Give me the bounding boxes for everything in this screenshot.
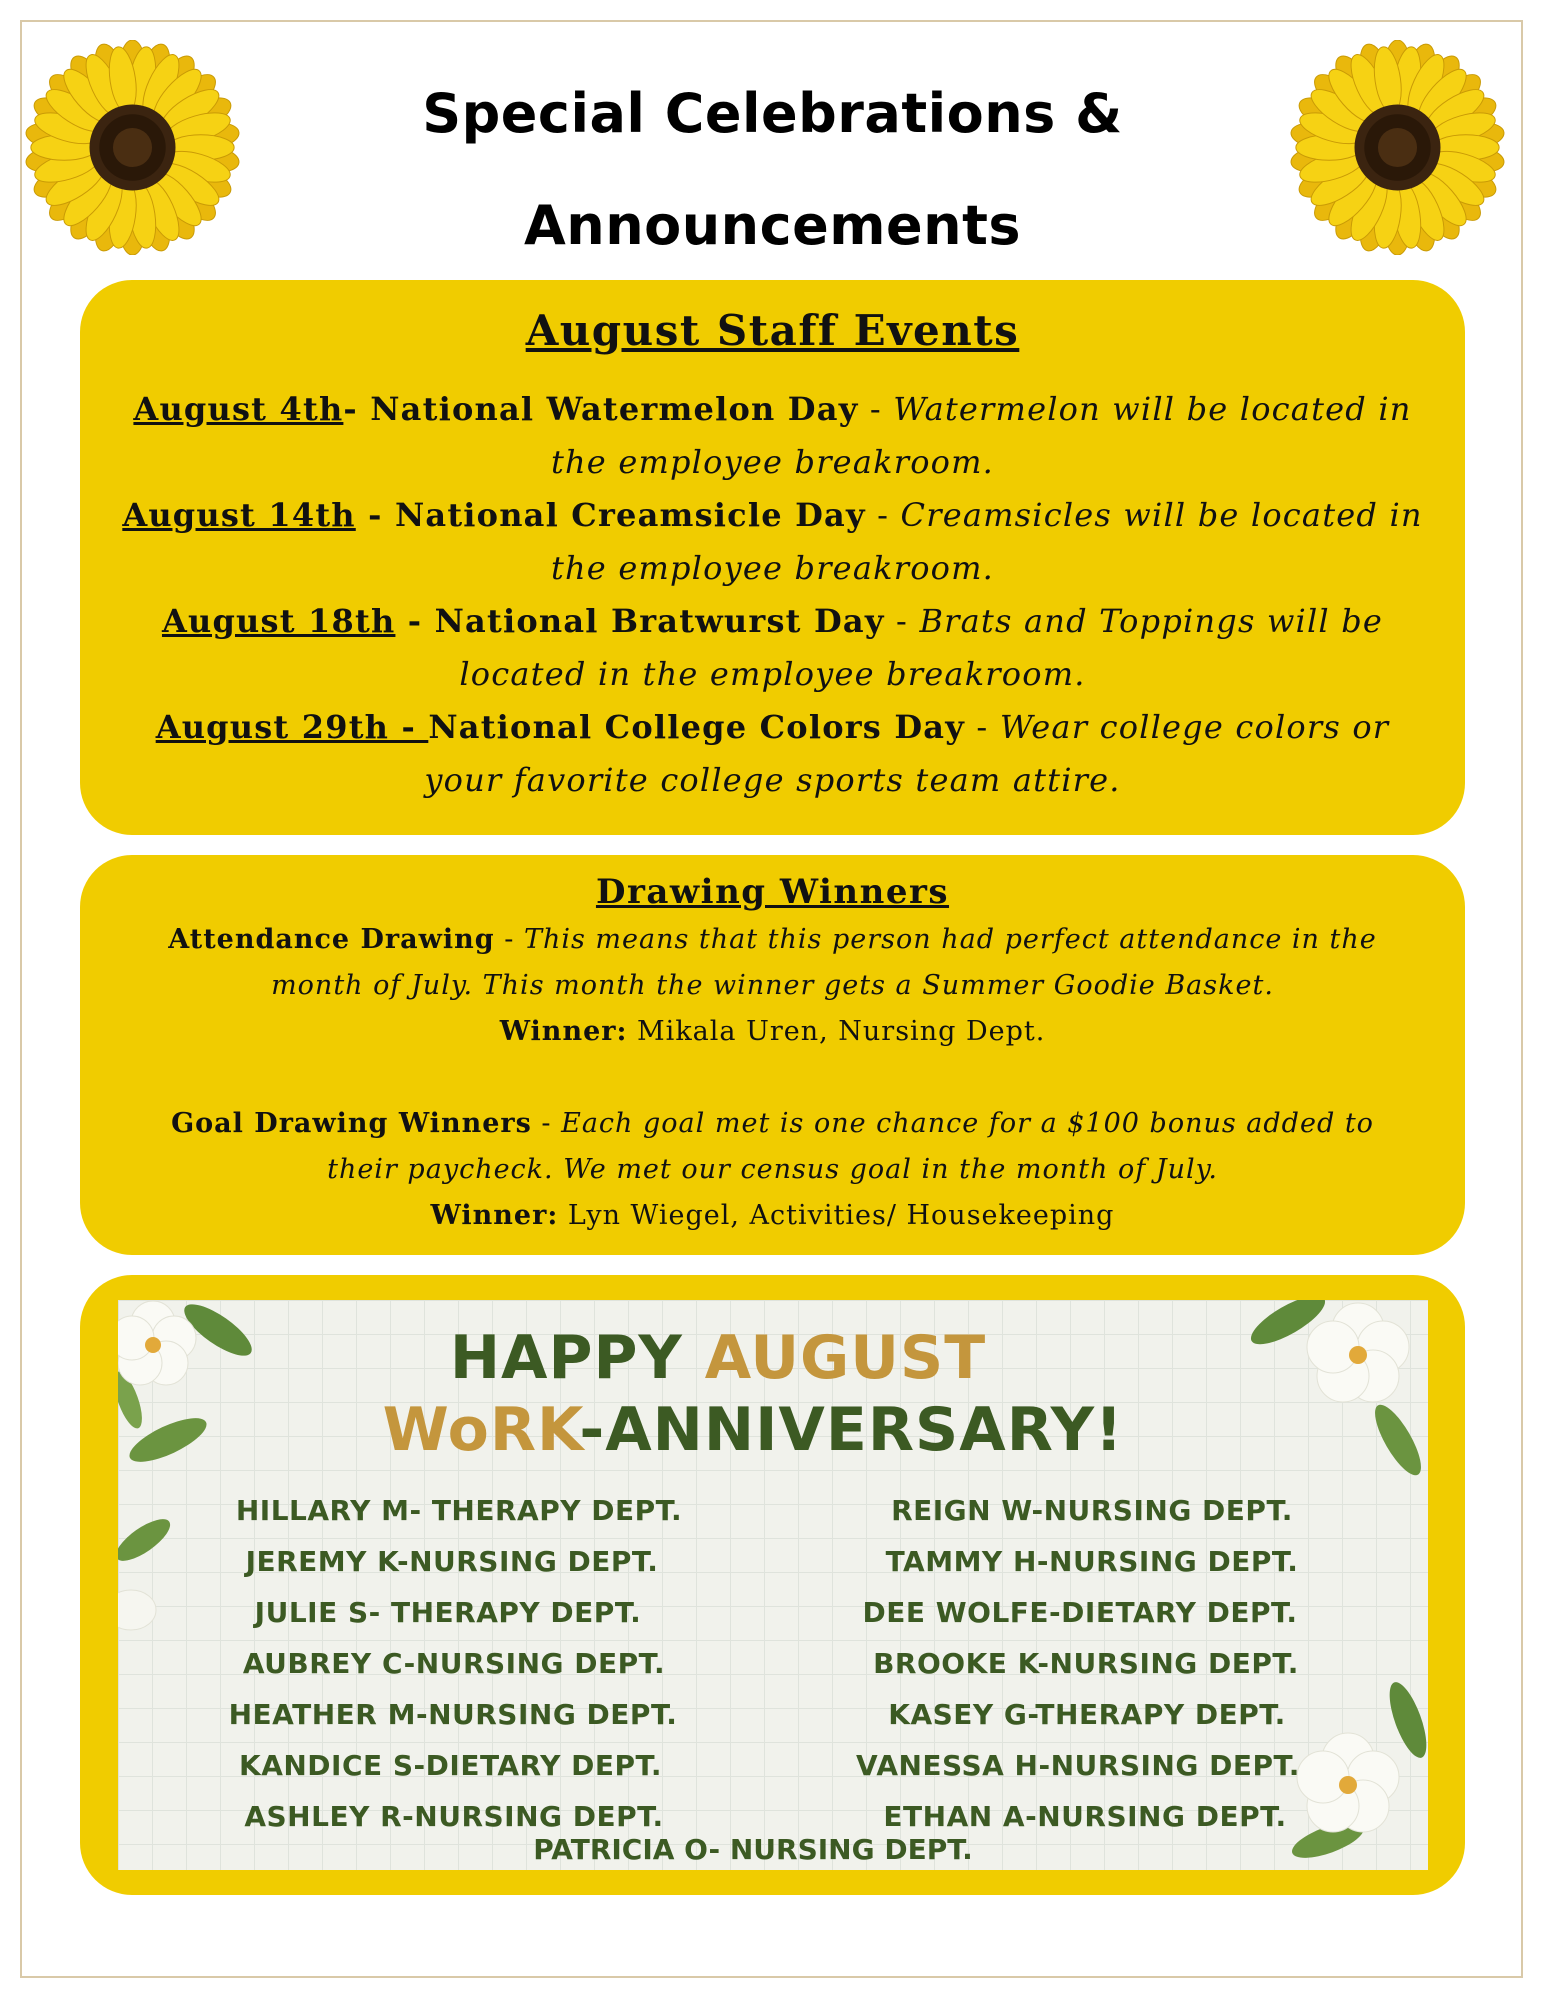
sunflower-icon <box>25 40 240 255</box>
heading-work: WoRK <box>382 1395 580 1465</box>
attendance-drawing <box>110 917 1435 1009</box>
leaf-decoration-icon <box>118 1500 183 1660</box>
event-date: August 29th - <box>155 708 429 746</box>
event-item <box>100 489 1445 595</box>
winner-name: Mikala Uren, Nursing Dept. <box>627 1016 1046 1047</box>
list-item: AUBREY C-NURSING DEPT. <box>242 1647 666 1680</box>
heading-august: AUGUST <box>704 1323 987 1393</box>
attendance-dash: - <box>494 924 524 955</box>
list-item: ETHAN A-NURSING DEPT. <box>883 1800 1287 1833</box>
drawing-winners-heading: Drawing Winners <box>595 872 950 912</box>
goal-winner <box>110 1193 1435 1239</box>
title-line-2: Announcements <box>523 194 1022 257</box>
staff-events-heading: August Staff Events <box>525 306 1020 355</box>
goal-dash: - <box>531 1108 562 1139</box>
event-date: August 14th <box>122 496 356 534</box>
event-dash: - <box>884 602 920 640</box>
goal-drawing <box>110 1101 1435 1193</box>
event-date: August 18th <box>161 602 396 640</box>
event-description: Wear college colors or your favorite college sports team attire. <box>424 708 1390 799</box>
goal-description: Each goal met is one chance for a $100 bonus added to their paycheck. We met our census goal in the month of July. <box>327 1108 1374 1185</box>
work-anniversary-panel <box>80 1275 1465 1895</box>
list-item: JEREMY K-NURSING DEPT. <box>245 1545 659 1578</box>
list-item: ASHLEY R-NURSING DEPT. <box>244 1800 664 1833</box>
event-description: Watermelon will be located in the employee breakroom. <box>550 390 1412 481</box>
event-sep: - <box>395 602 435 640</box>
attendance-label: Attendance Drawing <box>168 924 495 955</box>
list-item: BROOKE K-NURSING DEPT. <box>873 1647 1299 1680</box>
heading-happy: HAPPY <box>449 1323 705 1393</box>
event-sep: - <box>343 390 371 428</box>
list-item: TAMMY H-NURSING DEPT. <box>885 1545 1299 1578</box>
event-dash: - <box>965 708 1000 746</box>
attendance-winner <box>110 1009 1435 1055</box>
list-item: KASEY G-THERAPY DEPT. <box>888 1698 1286 1731</box>
list-item: JULIE S- THERAPY DEPT. <box>254 1596 642 1629</box>
list-item: HEATHER M-NURSING DEPT. <box>228 1698 678 1731</box>
winner-label: Winner: <box>430 1200 559 1231</box>
event-sep: - <box>355 496 395 534</box>
event-dash: - <box>858 390 894 428</box>
event-date: August 4th <box>133 390 344 428</box>
list-item: DEE WOLFE-DIETARY DEPT. <box>862 1596 1298 1629</box>
anniversary-heading-line-2 <box>118 1394 1408 1466</box>
list-item: HILLARY M- THERAPY DEPT. <box>235 1494 683 1527</box>
drawing-winners-panel <box>80 855 1465 1255</box>
event-item <box>100 701 1445 807</box>
anniversary-list-left <box>188 1485 708 1842</box>
attendance-description: This means that this person had perfect attendance in the month of July. This month the winner gets a Summer Goodie Basket. <box>271 924 1377 1001</box>
event-item <box>100 383 1445 489</box>
heading-anniversary: -ANNIVERSARY! <box>579 1395 1124 1465</box>
list-item: REIGN W-NURSING DEPT. <box>891 1494 1293 1527</box>
event-name: National College Colors Day <box>428 708 966 746</box>
event-dash: - <box>865 496 901 534</box>
event-description: Creamsicles will be located in the employee breakroom. <box>550 496 1423 587</box>
event-description: Brats and Toppings will be located in the employee breakroom. <box>459 602 1384 693</box>
anniversary-card <box>118 1300 1428 1870</box>
event-name: National Watermelon Day <box>370 390 859 428</box>
anniversary-last-item: PATRICIA O- NURSING DEPT. <box>533 1833 973 1866</box>
event-name: National Creamsicle Day <box>394 496 866 534</box>
page-title <box>300 58 1245 282</box>
title-line-1: Special Celebrations & <box>422 82 1123 145</box>
staff-events-panel <box>80 280 1465 835</box>
list-item: VANESSA H-NURSING DEPT. <box>856 1749 1300 1782</box>
event-name: National Bratwurst Day <box>434 602 885 640</box>
winner-label: Winner: <box>499 1016 628 1047</box>
winner-name: Lyn Wiegel, Activities/ Housekeeping <box>558 1200 1115 1231</box>
list-item: KANDICE S-DIETARY DEPT. <box>239 1749 662 1782</box>
anniversary-list-right <box>818 1485 1338 1842</box>
anniversary-heading-line-1 <box>118 1322 1373 1394</box>
goal-label: Goal Drawing Winners <box>171 1108 532 1139</box>
event-item <box>100 595 1445 701</box>
sunflower-icon <box>1290 40 1505 255</box>
